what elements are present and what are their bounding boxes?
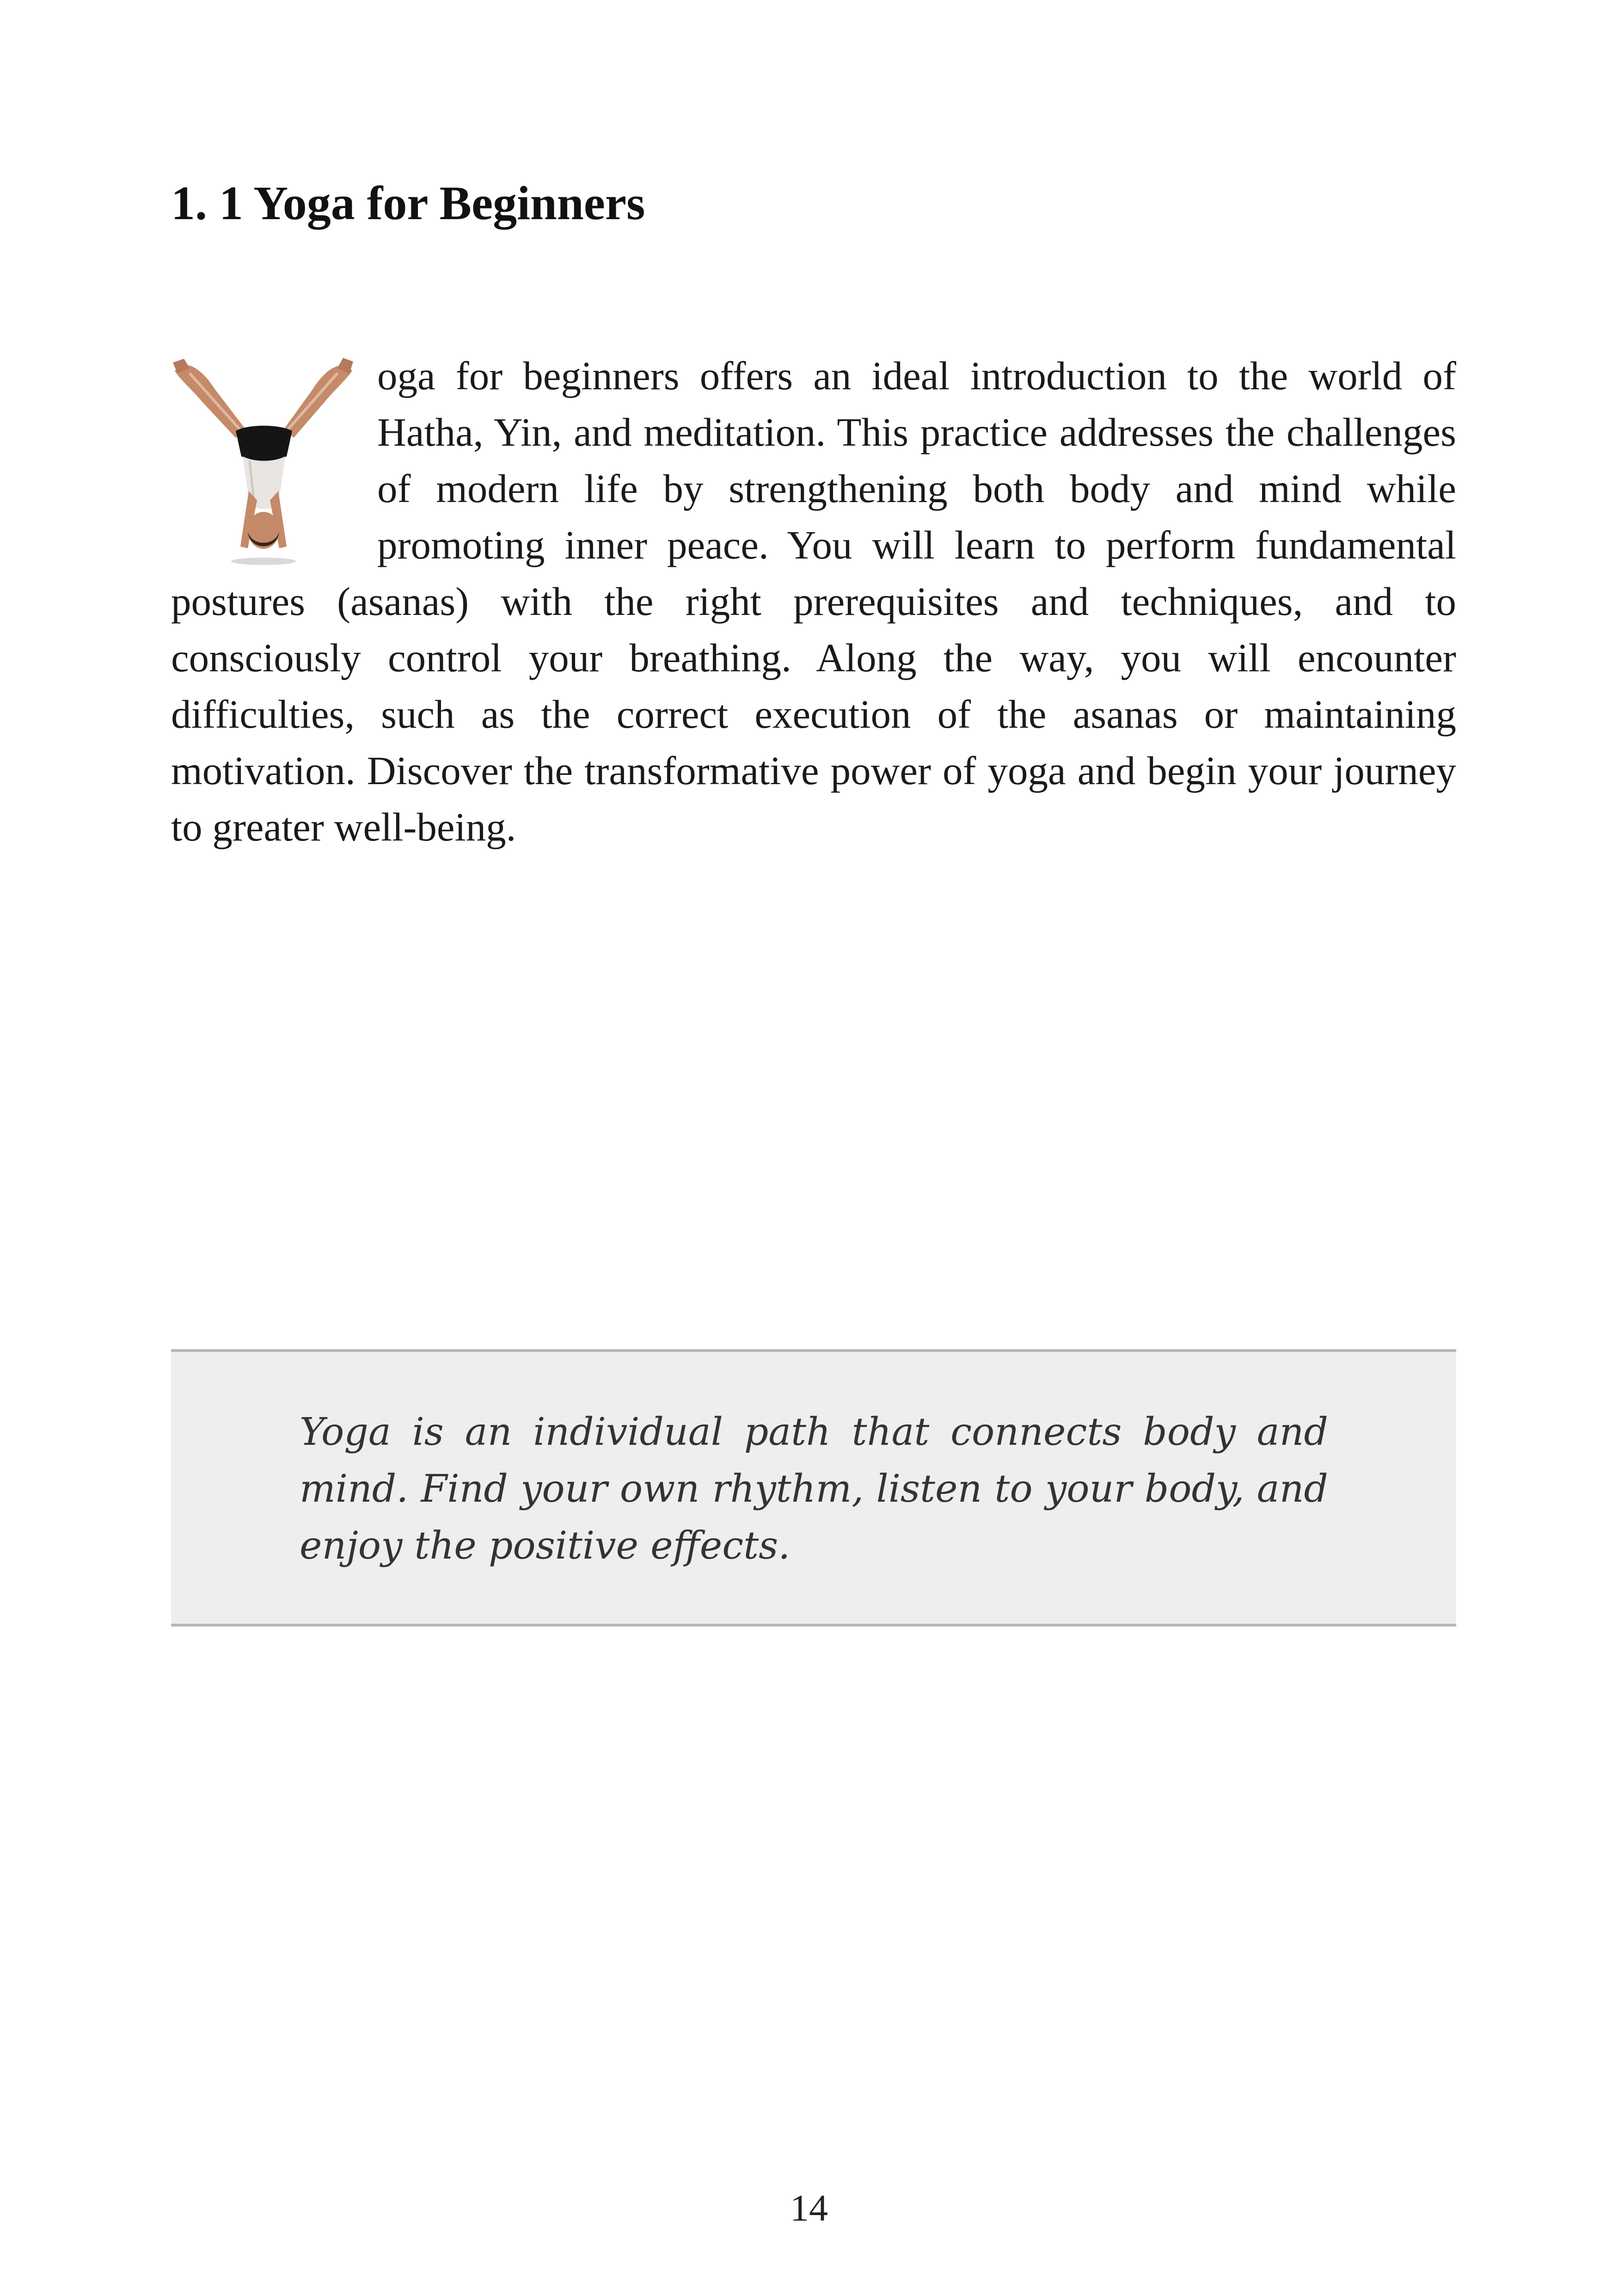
callout-quote: Yoga is an individual path that connects body and mind. Find your own rhythm, listen to your body, and enjoy the positive effects. bbox=[300, 1410, 1328, 1568]
intro-text: oga for beginners offers an ideal introduction to the world of Hatha, Yin, and meditation. This practice addresses the challenges of modern life by strengthening both body and mind while promoting inner peace. You will learn to perform fundamental postures (asanas) with the right prerequisites and techniques, and to consciously control your breathing. Along the way, you will encounter difficulties, such as the correct execution of the asanas or maintaining motivation. Discover the transformative power of yoga and begin your journey to greater well-being. bbox=[171, 353, 1456, 849]
callout-box bbox=[171, 1349, 1456, 1627]
yoga-handstand-y-icon bbox=[171, 352, 355, 569]
section-heading: 1. 1 Yoga for Beginners bbox=[171, 177, 645, 230]
page-number: 14 bbox=[790, 2187, 828, 2229]
intro-paragraph bbox=[171, 348, 1456, 855]
